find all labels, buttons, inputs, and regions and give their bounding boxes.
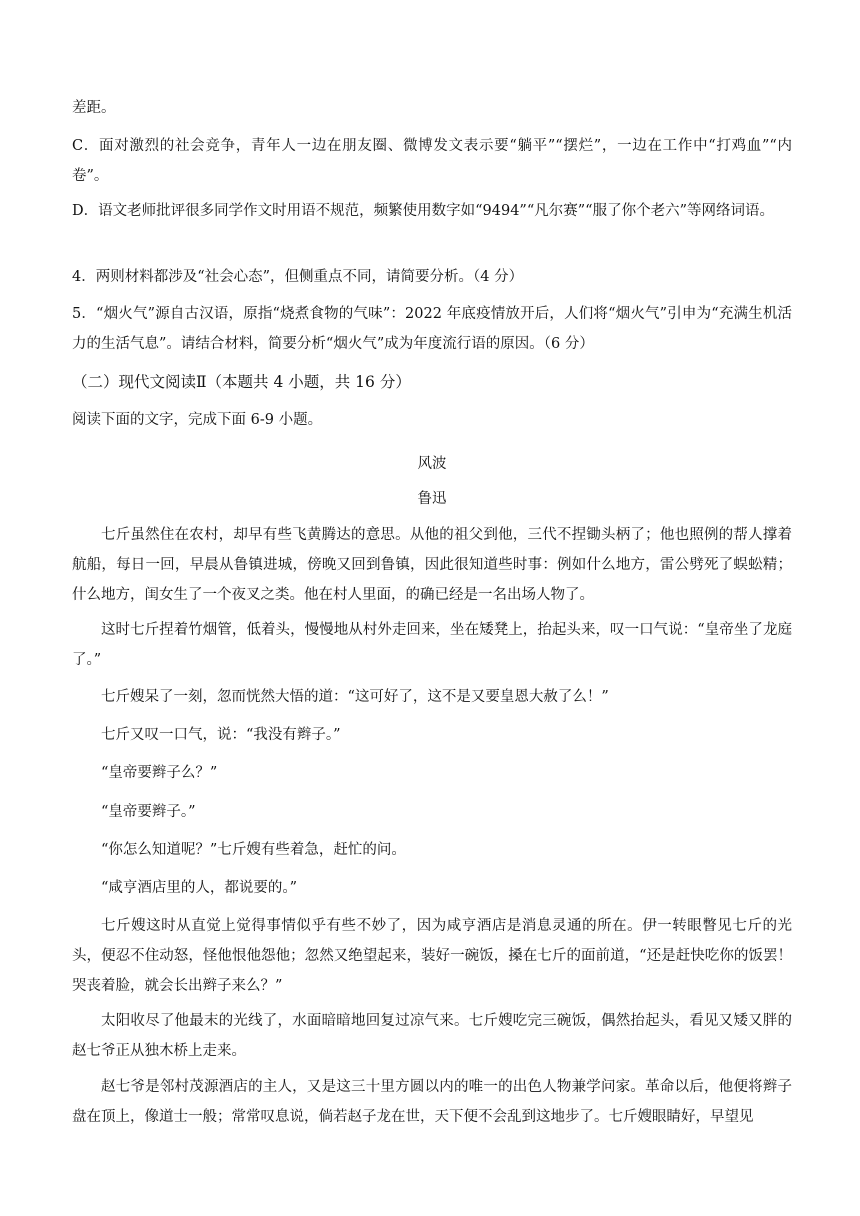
text-line: 差距。 [72,100,116,116]
section-heading: （二）现代文阅读Ⅱ（本题共 4 小题，共 16 分） [72,373,411,391]
story-paragraph: 这时七斤捏着竹烟管，低着头，慢慢地从村外走回来，坐在矮凳上，抬起头来，叹一口气说：“皇帝坐了龙庭了。” [72,622,792,668]
story-paragraph: 太阳收尽了他最末的光线了，水面暗暗地回复过凉气来。七斤嫂吃完三碗饭，偶然抬起头，看见又矮又胖的赵七爷正从独木桥上走来。 [72,1013,792,1059]
story-paragraph: 赵七爷是邻村茂源酒店的主人，又是这三十里方圆以内的唯一的出色人物兼学问家。革命以后，他便将辫子盘在顶上，像道士一般；常常叹息说，倘若赵子龙在世，天下便不会乱到这地步了。七斤嫂眼睛好，早望见 [72,1079,792,1125]
option-c: C．面对激烈的社会竞争，青年人一边在朋友圈、微博发文表示要“躺平”“摆烂”，一边在工作中“打鸡血”“内卷”。 [72,138,792,184]
story-author: 鲁迅 [417,491,447,507]
story-paragraph: 七斤又叹一口气，说：“我没有辫子。” [101,727,341,743]
story-paragraph: “你怎么知道呢？”七斤嫂有些着急，赶忙的问。 [101,842,406,858]
story-paragraph: 七斤嫂呆了一刻，忽而恍然大悟的道：“这可好了，这不是又要皇恩大赦了么！” [101,689,609,705]
story-paragraph: “皇帝要辫子么？” [101,765,218,781]
story-paragraph: “咸亨酒店里的人，都说要的。” [101,880,298,896]
question-5: 5．“烟火气”源自古汉语，原指“烧煮食物的气味”：2022 年底疫情放开后，人们将“烟火气”引申为“充满生机活力的生活气息”。请结合材料，简要分析“烟火气”成为年度流行语的原因。（6 分） [72,306,792,352]
story-title: 风波 [417,456,447,472]
option-d: D．语文老师批评很多同学作文时用语不规范，频繁使用数字如“9494”“凡尔赛”“服了你个老六”等网络词语。 [72,203,775,219]
story-paragraph: 七斤虽然住在农村，却早有些飞黄腾达的意思。从他的祖父到他，三代不捏锄头柄了；他也照例的帮人撑着航船，每日一回，早晨从鲁镇进城，傍晚又回到鲁镇，因此很知道些时事：例如什么地方，雷公劈死了蜈蚣精；什么地方，闺女生了一个夜叉之类。他在村人里面，的确已经是一名出场人物了。 [72,527,792,603]
story-paragraph: 七斤嫂这时从直觉上觉得事情似乎有些不妙了，因为咸亨酒店是消息灵通的所在。伊一转眼瞥见七斤的光头，便忍不住动怒，怪他恨他怨他；忽然又绝望起来，装好一碗饭，搡在七斤的面前道，“还是赶快吃你的饭罢！哭丧着脸，就会长出辫子来么？” [72,918,792,994]
question-4: 4．两则材料都涉及“社会心态”，但侧重点不同，请简要分析。（4 分） [72,269,524,285]
reading-instruction: 阅读下面的文字，完成下面 6-9 小题。 [72,412,323,428]
story-paragraph: “皇帝要辫子。” [101,804,196,820]
